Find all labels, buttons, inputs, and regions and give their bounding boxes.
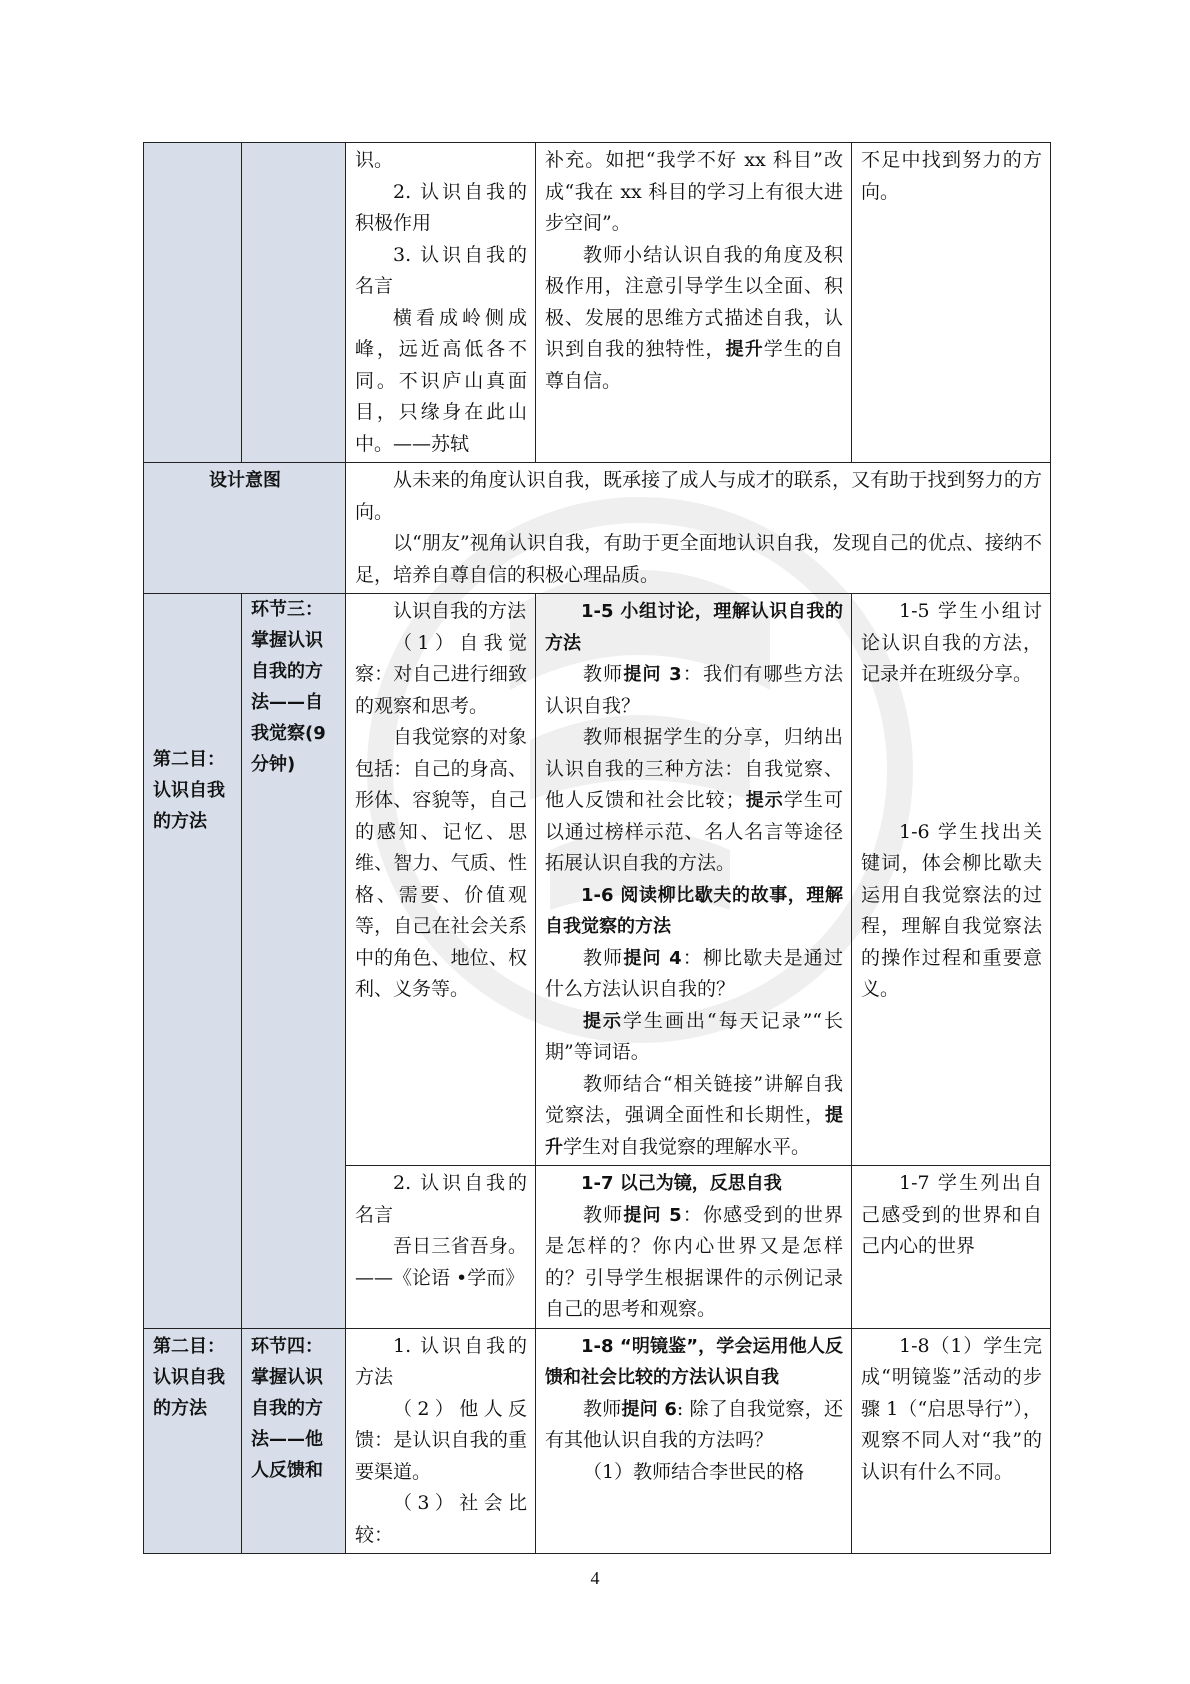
teacher-text: 教师提问 3：我们有哪些方法认识自我？ <box>545 663 843 717</box>
activity-heading: 1-6 阅读柳比歇夫的故事，理解自我觉察的方法 <box>545 884 843 937</box>
content-cell <box>346 1166 536 1329</box>
teacher-activity-cell <box>536 1166 852 1329</box>
content-text: 2. 认识自我的名言 <box>355 1172 527 1226</box>
content-text: 自我觉察的对象包括：自己的身高、形体、容貌等，自己的感知、记忆、思维、智力、气质、性格、需要、价值观等，自己在社会关系中的角色、地位、权利、义务等。 <box>355 726 527 1000</box>
content-text: 认识自我的方法 <box>393 600 527 622</box>
teacher-text: 教师提问 5：你感受到的世界是怎样的？你内心世界又是怎样的？引导学生根据课件的示例记录自己的思考和观察。 <box>545 1203 843 1320</box>
section-cell <box>144 143 242 463</box>
teacher-activity-cell <box>536 594 852 1166</box>
activity-heading: 1-7 以己为镜，反思自我 <box>581 1173 782 1194</box>
teacher-text: 教师小结认识自我的角度及积极作用，注意引导学生以全面、积极、发展的思维方式描述自我，认识到自我的独特性，提升学生的自尊自信。 <box>545 243 843 392</box>
student-text: 1-7 学生列出自己感受到的世界和自己内心的世界 <box>861 1172 1042 1257</box>
design-intent-row <box>144 463 1051 594</box>
page-number: 4 <box>590 1568 600 1588</box>
content-text: 1. 认识自我的方法 <box>355 1334 527 1388</box>
quote-text: 横看成岭侧成峰，远近高低各不同。不识庐山真面目，只缘身在此山中。——苏轼 <box>355 306 527 455</box>
stage-three-row <box>144 594 1051 1166</box>
student-activity-cell <box>852 143 1051 463</box>
student-activity-cell <box>852 594 1051 1166</box>
content-text: 3. 认识自我的名言 <box>355 243 527 297</box>
design-intent-label: 设计意图 <box>144 463 346 594</box>
design-intent-cell <box>346 463 1051 594</box>
content-text: （3）社会比较： <box>355 1492 527 1546</box>
content-text: 识。 <box>355 149 394 171</box>
teacher-text: 提示学生画出“每天记录”“长期”等词语。 <box>545 1009 843 1063</box>
teacher-text: 教师根据学生的分享，归纳出认识自我的三种方法：自我觉察、他人反馈和社会比较；提示学生可以通过榜样示范、名人名言等途径拓展认识自我的方法。 <box>545 726 843 874</box>
stage-label: 环节四：掌握认识自我的方法——他人反馈和 <box>242 1328 346 1554</box>
student-text: 1-8（1）学生完成“明镜鉴”活动的步骤 1（“启思导行”），观察不同人对“我”的认识有什么不同。 <box>861 1334 1042 1483</box>
content-text: 2. 认识自我的积极作用 <box>355 180 527 234</box>
teacher-text: （1）教师结合李世民的格 <box>583 1460 805 1483</box>
teacher-text: 教师结合“相关链接”讲解自我觉察法，强调全面性和长期性，提升学生对自我觉察的理解水平。 <box>545 1072 843 1158</box>
section-label: 第二目：认识自我的方法 <box>144 1328 242 1554</box>
teacher-text: 教师提问 6: 除了自我觉察，还有其他认识自我的方法吗？ <box>545 1397 843 1451</box>
lesson-plan-table <box>143 142 1051 1554</box>
student-activity-cell <box>852 1166 1051 1329</box>
stage-four-row <box>144 1328 1051 1554</box>
section-label: 第二目：认识自我的方法 <box>144 594 242 1329</box>
quote-text: 吾日三省吾身。——《论语 •学而》 <box>355 1235 527 1289</box>
activity-heading: 1-8 “明镜鉴”，学会运用他人反馈和社会比较的方法认识自我 <box>545 1335 843 1388</box>
design-text: 从未来的角度认识自我，既承接了成人与成才的联系，又有助于找到努力的方向。 <box>355 469 1042 523</box>
teacher-activity-cell <box>536 143 852 463</box>
continuation-row <box>144 143 1051 463</box>
student-text: 1-5 学生小组讨论认识自我的方法，记录并在班级分享。 <box>861 600 1042 685</box>
content-cell <box>346 1328 536 1554</box>
student-text: 不足中找到努力的方向。 <box>861 149 1042 203</box>
teacher-text: 补充。如把“我学不好 xx 科目”改成“我在 xx 科目的学习上有很大进步空间”。 <box>545 149 843 234</box>
stage-cell <box>242 143 346 463</box>
content-text: （2）他人反馈：是认识自我的重要渠道。 <box>355 1397 527 1483</box>
stage-label: 环节三：掌握认识自我的方法——自我觉察(9 分钟) <box>242 594 346 1329</box>
teacher-text: 教师提问 4：柳比歇夫是通过什么方法认识自我的？ <box>545 946 843 1000</box>
content-text: （1）自我觉察：对自己进行细致的观察和思考。 <box>355 631 527 717</box>
student-activity-cell <box>852 1328 1051 1554</box>
design-text: 以“朋友”视角认识自我，有助于更全面地认识自我，发现自己的优点、接纳不足，培养自尊自信的积极心理品质。 <box>355 532 1042 586</box>
student-text: 1-6 学生找出关键词，体会柳比歇夫运用自我觉察法的过程，理解自我觉察法的操作过程和重要意义。 <box>861 820 1042 1000</box>
teacher-activity-cell <box>536 1328 852 1554</box>
content-cell <box>346 143 536 463</box>
content-cell <box>346 594 536 1166</box>
activity-heading: 1-5 小组讨论，理解认识自我的方法 <box>545 601 843 654</box>
